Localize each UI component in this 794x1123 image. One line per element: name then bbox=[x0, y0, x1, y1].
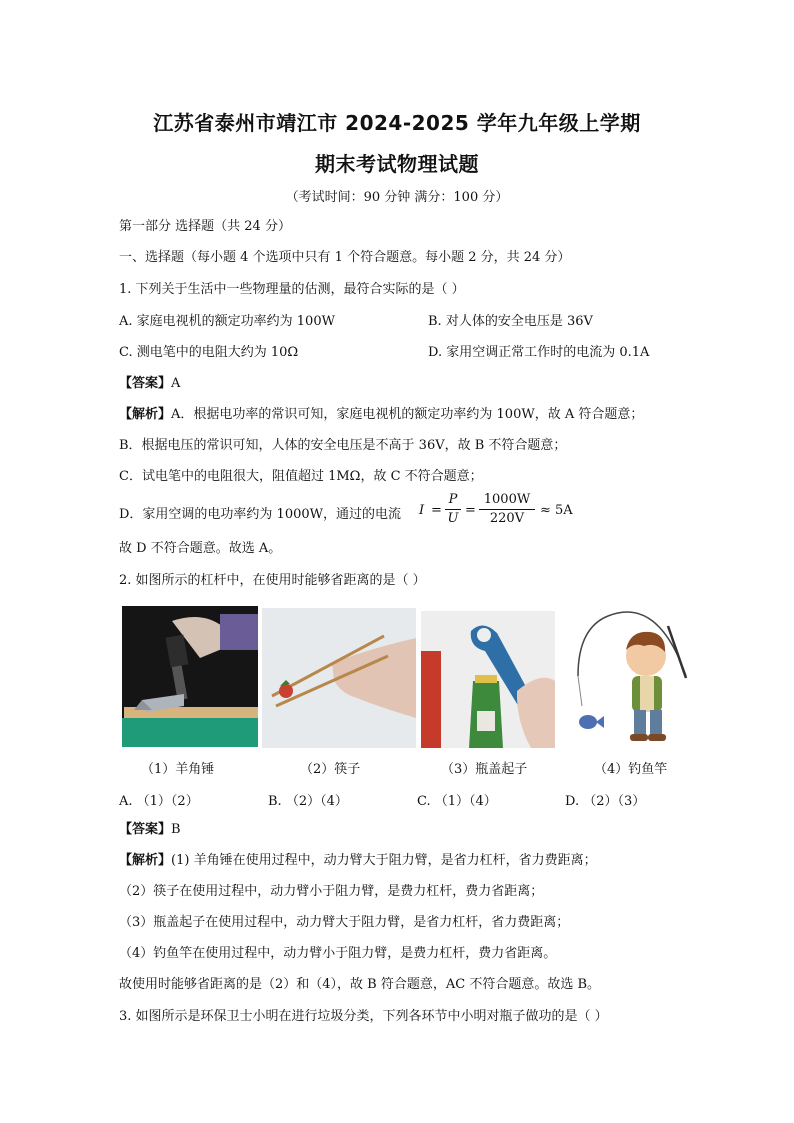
exam-title-line1: 江苏省泰州市靖江市 2024-2025 学年九年级上学期 bbox=[153, 111, 641, 135]
hammer-image bbox=[122, 606, 258, 747]
q3-stem: 3. 如图所示是环保卫士小明在进行垃圾分类，下列各环节中小明对瓶子做功的是（ ） bbox=[119, 1009, 608, 1024]
q2-analysis-4: （4）钓鱼竿在使用过程中，动力臂小于阻力臂，是费力杠杆，费力省距离。 bbox=[119, 946, 557, 961]
analysis-text: A．根据电功率的常识可知，家庭电视机的额定功率约为 100W，故 A 符合题意； bbox=[171, 407, 644, 422]
q2-choice-d: D. （2）（3） bbox=[565, 794, 646, 809]
formula-fraction-values bbox=[479, 492, 535, 527]
exam-info: （考试时间：90 分钟 满分：100 分） bbox=[285, 190, 509, 205]
fishing-rod-image bbox=[568, 606, 698, 748]
caption-4: （4）钓鱼竿 bbox=[594, 762, 668, 777]
formula-numerator: 1000W bbox=[483, 492, 531, 507]
analysis-label-2: 【解析】 bbox=[119, 853, 172, 868]
caption-2: （2）筷子 bbox=[300, 762, 361, 777]
formula-u: U bbox=[447, 511, 459, 526]
q1-conclusion: 故 D 不符合题意。故选 A。 bbox=[119, 541, 282, 556]
q2-analysis-3: （3）瓶盖起子在使用过程中，动力臂大于阻力臂，是省力杠杆，省力费距离； bbox=[119, 915, 570, 930]
fraction-bar bbox=[445, 509, 461, 510]
answer-label-2: 【答案】 bbox=[119, 822, 172, 837]
q2-answer bbox=[119, 821, 181, 839]
q2-analysis-2: （2）筷子在使用过程中，动力臂小于阻力臂，是费力杠杆，费力省距离； bbox=[119, 884, 544, 899]
q1-analysis-a bbox=[119, 406, 643, 424]
q1-option-c: C. 测电笔中的电阻大约为 10Ω bbox=[119, 345, 299, 360]
q2-analysis-1 bbox=[119, 852, 597, 870]
caption-1: （1）羊角锤 bbox=[141, 762, 215, 777]
formula-p: P bbox=[448, 492, 458, 507]
q1-answer bbox=[119, 375, 180, 393]
formula-equals-2: = bbox=[465, 503, 476, 518]
section-heading: 一、选择题（每小题 4 个选项中只有 1 个符合题意。每小题 2 分，共 24 分） bbox=[119, 250, 571, 265]
q1-analysis-b: B．根据电压的常识可知，人体的安全电压是不高于 36V，故 B 不符合题意； bbox=[119, 438, 567, 453]
part-heading: 第一部分 选择题（共 24 分） bbox=[119, 219, 291, 234]
fraction-bar-2 bbox=[479, 509, 535, 510]
q2-choice-b: B. （2）（4） bbox=[268, 794, 348, 809]
q1-analysis-c: C．试电笔中的电阻很大，阻值超过 1MΩ，故 C 不符合题意； bbox=[119, 469, 483, 484]
chopsticks-image bbox=[262, 608, 416, 748]
answer-label: 【答案】 bbox=[119, 376, 172, 391]
formula-result: ≈ 5A bbox=[540, 503, 573, 518]
q2-choice-c: C. （1）（4） bbox=[417, 794, 497, 809]
q1-option-a: A. 家庭电视机的额定功率约为 100W bbox=[119, 314, 335, 329]
answer-value: A bbox=[171, 376, 181, 391]
q2-conclusion: 故使用时能够省距离的是（2）和（4），故 B 符合题意，AC 不符合题意。故选 B。 bbox=[119, 977, 601, 992]
caption-3: （3）瓶盖起子 bbox=[441, 762, 528, 777]
q1-stem: 1. 下列关于生活中一些物理量的估测，最符合实际的是（ ） bbox=[119, 282, 465, 297]
formula-equals: = bbox=[431, 503, 442, 518]
formula-fraction-pu bbox=[445, 492, 461, 527]
q1-option-b: B. 对人体的安全电压是 36V bbox=[428, 314, 593, 329]
analysis-label: 【解析】 bbox=[119, 407, 172, 422]
q2-stem: 2. 如图所示的杠杆中，在使用时能够省距离的是（ ） bbox=[119, 573, 426, 588]
q1-option-d: D. 家用空调正常工作时的电流为 0.1A bbox=[428, 345, 650, 360]
analysis-text-d: D．家用空调的电功率约为 1000W，通过的电流 bbox=[119, 507, 402, 522]
formula-current-symbol: I bbox=[419, 503, 425, 518]
bottle-opener-image bbox=[421, 611, 555, 748]
exam-title-line2: 期末考试物理试题 bbox=[315, 152, 479, 176]
analysis-text-1: (1) 羊角锤在使用过程中，动力臂大于阻力臂，是省力杠杆，省力费距离； bbox=[171, 853, 597, 868]
q2-choice-a: A. （1）（2） bbox=[119, 794, 199, 809]
formula-denominator: 220V bbox=[489, 511, 525, 526]
answer-value-2: B bbox=[171, 822, 181, 837]
